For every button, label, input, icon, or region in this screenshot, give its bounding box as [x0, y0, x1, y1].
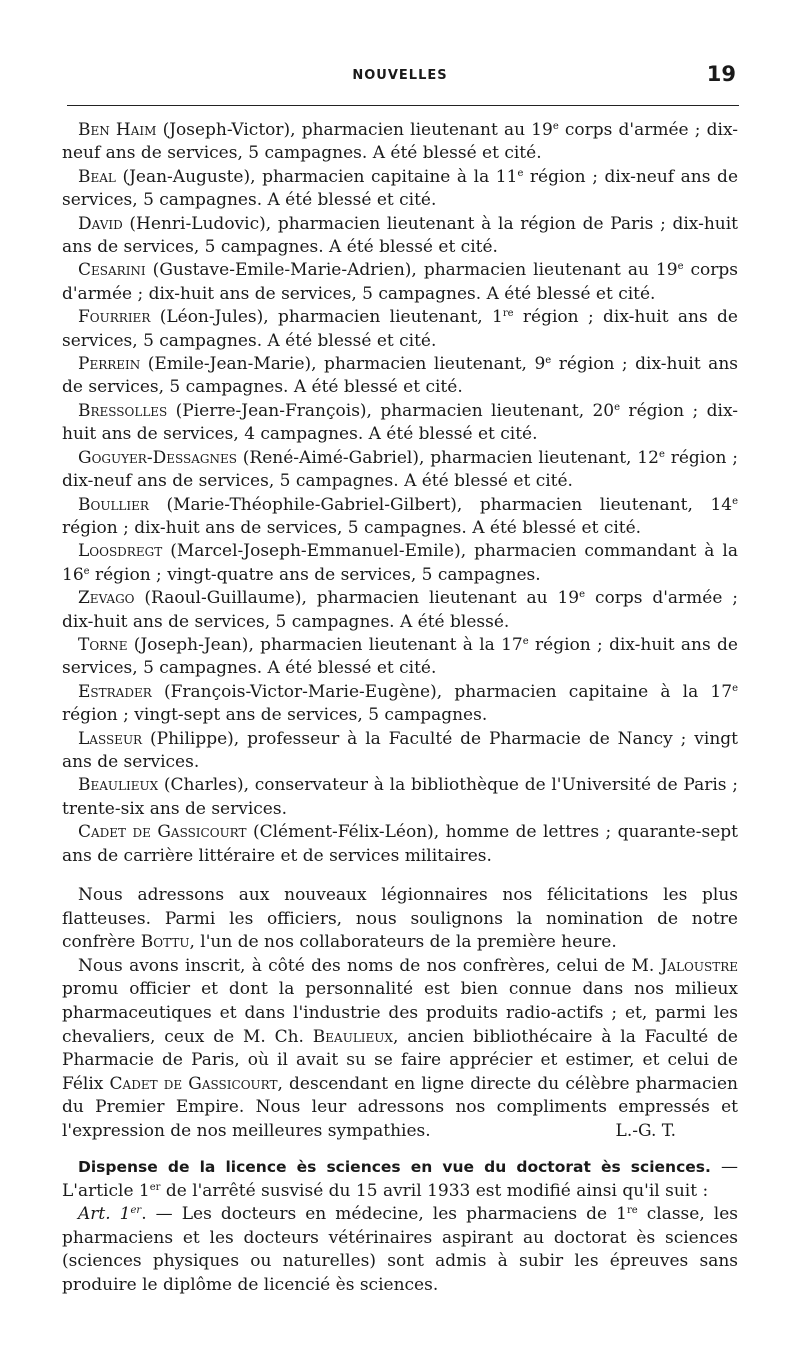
commentary-paragraph-1: Nous adressons aux nouveaux légionnaires nos félicitations les plus flatteuses. Parmi les officiers, nous soulignons la nomination de notre confrère Bottu, l'un de nos collaborateurs de la première heure. [62, 885, 738, 953]
list-item: Beaulieux (Charles), conservateur à la bibliothèque de l'Université de Paris ; trente-six ans de services. [62, 775, 738, 819]
entry-name: Cadet de Gassicourt [78, 822, 247, 843]
list-item: Zevago (Raoul-Guillaume), pharmacien lieutenant au 19e corps d'armée ; dix-huit ans de services, 5 campagnes. A été blessé. [62, 588, 738, 632]
dispense-intro: Dispense de la licence ès sciences en vue du doctorat ès sciences. — L'article 1er de l'arrêté susvisé du 15 avril 1933 est modifié ainsi qu'il suit : [62, 1157, 738, 1201]
commentary-paragraph-2: Nous avons inscrit, à côté des noms de nos confrères, celui de M. Jaloustre promu officier et dont la personnalité est bien connue dans nos milieux pharmaceutiques et dans l'industrie des produits radio-actifs ; et, parmi les chevaliers, ceux de M. Ch. Beaulieux, ancien bibliothécaire à la Faculté de Pharmacie de Paris, où il avait su se faire apprécier et estimer, et celui de Félix Cadet de Gassicourt, descendant en ligne directe du célèbre pharmacien du Premier Empire. Nous leur adressons nos compliments empressés et l'expression de nos meilleures sympathies. L.-G. T. [62, 955, 738, 1144]
article-paragraph: Art. 1er. — Les docteurs en médecine, les pharmaciens de 1re classe, les pharmaciens et les docteurs vétérinaires aspirant au doctorat ès sciences (sciences physiques ou naturelles) sont admis à subir les épreuves sans produire le diplôme de licencié ès sciences. [62, 1204, 739, 1295]
list-item: Cadet de Gassicourt (Clément-Félix-Léon), homme de lettres ; quarante-sept ans de carrière littéraire et de services militaires. [62, 822, 738, 866]
entry-name: Loosdregt [78, 541, 163, 562]
commentary-section [62, 884, 738, 1144]
list-item: Fourrier (Léon-Jules), pharmacien lieutenant, 1re région ; dix-huit ans de services, 5 campagnes. A été blessé et cité. [62, 307, 738, 351]
entry-name: Beal [78, 166, 116, 187]
entry-name: Estrader [78, 681, 152, 702]
list-item: Loosdregt (Marcel-Joseph-Emmanuel-Emile), pharmacien commandant à la 16e région ; vingt-quatre ans de services, 5 campagnes. [62, 541, 738, 585]
entry-name: Bressolles [78, 400, 168, 421]
list-item: David (Henri-Ludovic), pharmacien lieutenant à la région de Paris ; dix-huit ans de services, 5 campagnes. A été blessé et cité. [62, 213, 738, 258]
page-number: 19 [706, 62, 736, 86]
entry-name: Boullier [78, 494, 149, 515]
section-heading: Dispense de la licence ès sciences en vue du doctorat ès sciences. [78, 1158, 711, 1176]
entry-name: David [78, 213, 123, 234]
list-item: Boullier (Marie-Théophile-Gabriel-Gilbert), pharmacien lieutenant, 14e région ; dix-huit ans de services, 5 campagnes. A été blessé et cité. [62, 494, 738, 538]
page-header [60, 58, 740, 98]
entry-name: Perrein [78, 354, 141, 375]
entry-name: Lasseur [78, 728, 143, 749]
running-title: NOUVELLES [352, 68, 448, 83]
entry-name: Torne [78, 634, 128, 655]
list-item: Lasseur (Philippe), professeur à la Faculté de Pharmacie de Nancy ; vingt ans de services. [62, 728, 738, 772]
entry-name: Zevago [78, 588, 135, 609]
list-item: Estrader (François-Victor-Marie-Eugène), pharmacien capitaine à la 17e région ; vingt-sept ans de services, 5 campagnes. [62, 681, 738, 726]
entry-name: Fourrier [78, 307, 151, 328]
entry-name: Cesarini [78, 260, 146, 281]
dispense-section [62, 1156, 738, 1298]
list-item: Ben Haim (Joseph-Victor), pharmacien lieutenant au 19e corps d'armée ; dix-neuf ans de services, 5 campagnes. A été blessé et cité. [62, 120, 738, 164]
list-item: Perrein (Emile-Jean-Marie), pharmacien lieutenant, 9e région ; dix-huit ans de services, 5 campagnes. A été blessé et cité. [62, 354, 738, 398]
list-item: Beal (Jean-Auguste), pharmacien capitaine à la 11e région ; dix-neuf ans de services, 5 campagnes. A été blessé et cité. [62, 166, 739, 211]
entry-name: Goguyer-Dessagnes [78, 447, 237, 468]
header-rule [67, 105, 739, 106]
list-item: Torne (Joseph-Jean), pharmacien lieutenant à la 17e région ; dix-huit ans de services, 5 campagnes. A été blessé et cité. [62, 634, 738, 679]
list-item: Cesarini (Gustave-Emile-Marie-Adrien), pharmacien lieutenant au 19e corps d'armée ; dix-huit ans de services, 5 campagnes. A été blessé et cité. [62, 260, 738, 304]
legion-honour-list [62, 119, 738, 868]
list-item: Bressolles (Pierre-Jean-François), pharmacien lieutenant, 20e région ; dix-huit ans de services, 4 campagnes. A été blessé et cité. [62, 400, 738, 445]
entry-name: Ben Haim [78, 120, 157, 140]
entry-name: Beaulieux [78, 775, 159, 796]
list-item: Goguyer-Dessagnes (René-Aimé-Gabriel), pharmacien lieutenant, 12e région ; dix-neuf ans de services, 5 campagnes. A été blessé et cité. [62, 447, 738, 492]
article-label: Art. 1 [78, 1204, 131, 1225]
signature: L.-G. T. [615, 1120, 676, 1141]
